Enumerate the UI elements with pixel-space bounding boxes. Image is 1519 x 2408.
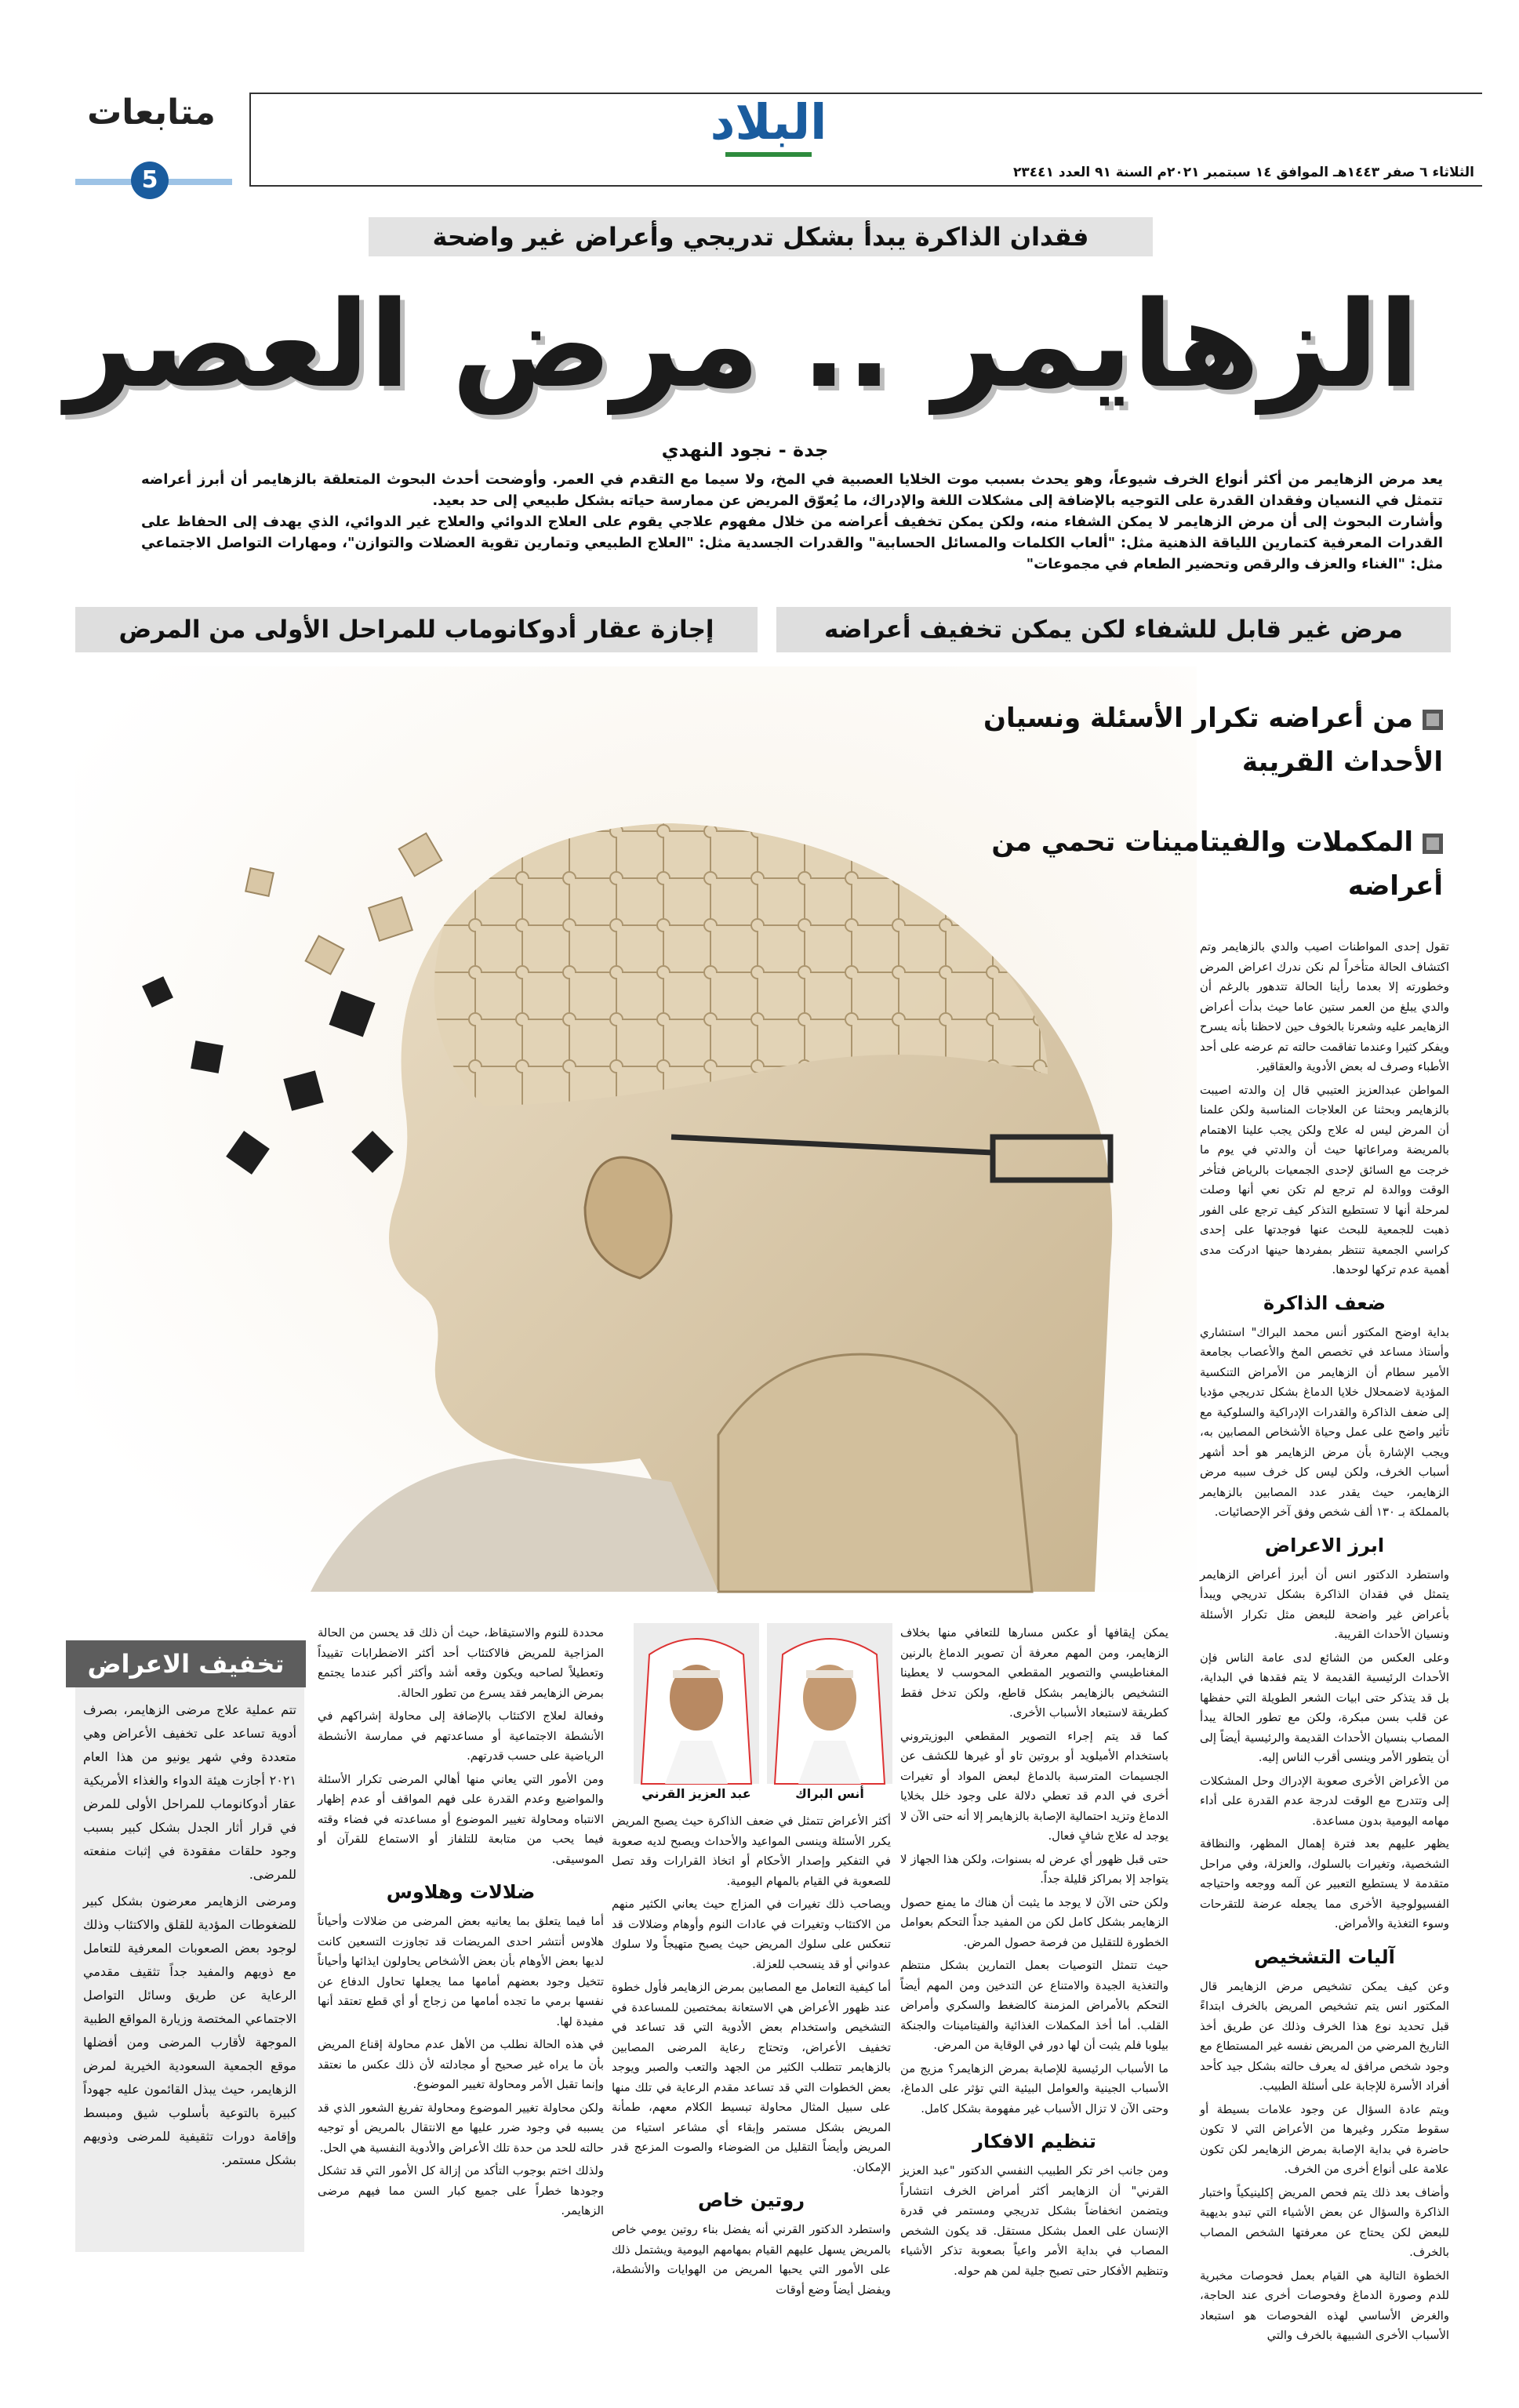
sidebar-text: تتم عملية علاج مرضى الزهايمر، بصرف أدوية تساعد على تخفيف الأعراض وهي متعددة وفي شهر يونيو من هذا العام ٢٠٢١ أجازت هيئة الدواء والغذاء الأمريكية عقار أدوكانوماب للمراحل الأولى للمرض في قرار أثار الجدل بشكل كبير بسبب وجود حلقات مفقودة في إثبات منفعته للمرضى. ومرضى الزهايمر معرضون بشكل كبير للضغوطات المؤدية للقلق والاكتئاب وذلك لوجود بعض الصعوبات المعرفية للتعامل مع ذويهم والمفيد جداً تثقيف مقدمي الرعاية عن طريق وسائل التواصل الاجتماعي المختصة وزيارة المواقع الطبية الموجهة لأقارب المرضى ومن أفضلها موقع الجمعية السعودية الخيرية لمرض الزهايمر، حيث يبذل القائمون عليه جهوداً كبيرة بالتوعية بأسلوب شيق ومبسط وإقامة دورات تثقيفية للمرضى وذويهم بشكل مستمر. bbox=[83, 1702, 296, 2167]
sidebar-box bbox=[75, 1687, 304, 2252]
section-title: متابعات bbox=[87, 93, 216, 133]
column-heading: ضعف الذاكرة bbox=[1263, 1291, 1386, 1314]
sidebar-title: تخفيف الاعراض bbox=[66, 1640, 306, 1687]
logo-underline bbox=[725, 152, 812, 157]
header-bottom-rule bbox=[251, 185, 1482, 187]
portrait-icon bbox=[634, 1623, 759, 1784]
column-heading: تنظيم الافكار bbox=[972, 2130, 1096, 2152]
intro-paragraph: يعد مرض الزهايمر من أكثر أنواع الخرف شيوعاً، وهو يحدث بسبب موت الخلايا العصبية في المخ، ولا سيما مع التقدم في العمر. وأوضحت أحدث البحوث المتعلقة بالزهايمر أن أبرز أعراضه تتمثل في النسيان وفقدان القدرة على التوجيه بالإضافة إلى مشكلات اللغة والإدراك، ما يُعوّق المريض عن ممارسة حياته بشكل طبيعي إلى حد بعيد. bbox=[141, 471, 1443, 509]
article-column-1: تقول إحدى المواطنات اصيب والدي بالزهايمر وتم اكتشاف الحالة متأخراً لم نكن ندرك اعراض المرض وخطورته إلا بعدما رأينا الحالة تتدهور بالرغم أن والدي يبلغ من العمر ستين عاما حيث بدأت أعراض الزهايمر عليه وشعرنا بالخوف حين لاحظنا بأنه يسرح ويفكر كثيرا وعندما تفاقمت حالته تم عرضه على أحد الأطباء وصرف له بعض الأدوية والعقاقير. المواطن عبدالعزيز العتيبي قال إن والدته اصيبت بالزهايمر وبحثنا عن العلاجات المناسبة ولكن علمنا أن المرض ليس له علاج ولكن يجب علينا الاهتمام بالمريضة ومراعاتها حيث أن والدتي في يوم ما خرجت مع السائق لإحدى الجمعيات بالرياض فتأخر الوقت ووالدة لم ترجع لم تكن نعي أنها وصلت لمرحلة أنها لا تستطيع التذكر كيف ترجع على الفور ذهبت للجمعية للبحث عنها فوجدتها على إحدى كراسي الجمعية تنتظر بمفردها حينها ادركت مدى أهمية عدم تركها لوحدها. ضعف الذاكرة بداية اوضح المكتور أنس محمد البراك" استشاري وأستاذ مساعد في تخصص المخ والأعصاب بجامعة الأمير سطام أن الزهايمر من الأمراض التنكسية المؤدية لاضمحلال خلايا الدماغ بشكل تدريجي مؤديا إلى ضعف الذاكرة والقدرات الإدراكية والسلوكية مع تأثير واضح على عمل وحياة الأشخاص المصابين به، ويجب الإشارة بأن مرض الزهايمر هو أحد أشهر أسباب الخرف، ولكن ليس كل خرف سببه مرض الزهايمر، حيث يقدر عدد المصابين بالزهايمر بالمملكة بـ ١٣٠ ألف شخص وفق آخر الإحصائيات. ابرز الاعراض واستطرد الدكتور انس أن أبرز أعراض الزهايمر يتمثل في فقدان الذاكرة بشكل تدريجي ويبدأ بأعراض غير واضحة للبعض مثل تكرار الأسئلة ونسيان الأحداث القريبة. وعلى العكس من الشائع لدى عامة الناس فإن الأحداث الرئيسية القديمة لا يتم فقدها في البداية، بل قد يتذكر حتى ابيات الشعر الطويلة التي حفظها عن قلب بسن مبكرة، ولكن مع تطور الحالة يبدأ المصاب بنسيان الأحداث القديمة والرئيسية أيضاً إلى أن يتطور الأمر وينسى أقرب الناس إليه. من الأعراض الأخرى صعوبة الإدراك وحل المشكلات إلى وتتدرج مع الوقت لدرجة عدم القدرة على أداء مهامه اليومية بدون مساعدة. يظهر عليهم بعد فترة إهمال المظهر، والنظافة الشخصية، وتغيرات بالسلوك، والعزلة، وفي مراحل متقدمة لا يستطيع التعبير عن آلمه ووجعه واحتياجه الفسيولوجية الأخرى مما يجعله عرضة للتقرحات وسوء التغذية والأمراض. آليات التشخيص وعن كيف يمكن تشخيص مرض الزهايمر قال المكتور انس يتم تشخيص المريض بالخرف ابتداءً قبل تحديد نوع هذا الخرف وذلك عن طريق أخذ التاريخ المرضي من المريض نفسه غير المستطاع مع وجود شخص مرافق له يعرف حالته بشكل جيد كأحد أفراد الأسرة للإجابة على أسئلة الطبيب. ويتم عادة السؤال عن وجود علامات بسيطة أو سقوط متكرر وغيرها من الأعراض التي لا تكون حاضرة في بداية الإصابة بمرض الزهايمر لكن تكون علامة على أنواع أخرى من الخرف. وأضاف بعد ذلك يتم فحص المريض إكلينيكياً واختبار الذاكرة والسؤال عن بعض الأشياء التي تبدو بديهية للبعض لكن يحتاج عن معرفتها الشخص المصاب بالخرف. الخطوة التالية هي القيام بعمل فحوصات مخبرية للدم وصورة الدماغ وفحوصات أخرى عند الحاجة، والغرض الأساسي لهذه الفحوصات هو استبعاد الأسباب الأخرى الشبيهة بالخرف والتي bbox=[1200, 940, 1449, 2342]
column-heading: ضلالات وهلاوس bbox=[386, 1881, 536, 1903]
photo-anas-albarrak bbox=[767, 1623, 892, 1784]
column-heading: ابرز الاعراض bbox=[1264, 1534, 1385, 1556]
header-top-rule bbox=[251, 93, 1482, 94]
column-heading: روتين خاص bbox=[697, 2189, 805, 2211]
intro-paragraph: وأشارت البحوث إلى أن مرض الزهايمر لا يمكن الشفاء منه، ولكن يمكن تخفيف أعراضه من خلال مفهوم علاجي يقوم على العلاج الدوائي والعلاج غير الدوائي، الذي يهدف إلى الحفاظ على القدرات المعرفية كتمارين اللياقة الذهنية مثل: "ألعاب الكلمات والمسائل الحسابية" والقدرات الجسدية مثل: "العلاج الطبيعي وتمارين تقوية العضلات والتوازن"، ومهارات التواصل الاجتماعي مثل: "الغناء والعزف والرقص وتحضير الطعام في مجموعات" bbox=[141, 514, 1443, 572]
photo-abdulaziz-alqarni bbox=[634, 1623, 759, 1784]
article-column-4: محددة للنوم والاستيقاظ، حيث أن ذلك قد يحسن من الحالة المزاجية للمريض فالاكتئاب أحد أكثر الاضطرابات تقييداً وتعطيلاً لصاحبه ويكون وقعه أشد وأكثر أكبر عندما يجتمع بمرض الزهايمر فقد يسرع من تطور الحالة. وفعالة لعلاج الاكتئاب بالإضافة إلى محاولة إشراكهم في الأنشطة الاجتماعية أو مساعدتهم في ممارسة الأنشطة الرياضية على حسب قدرتهم. ومن الأمور التي يعاني منها أهالي المرضى تكرار الأسئلة والمواضيع وعدم القدرة على فهم المواقف أو عدم إظهار الانتباه ومحاولة تغيير الموضوع أو مساعدته في فضاء وقته فيما يحب من متابعة للتلفاز أو الاستماع للقرآن أو الموسيقى. ضلالات وهلاوس أما فيما يتعلق بما يعانيه بعض المرضى من ضلالات وأحياناً هلاوس أنتشر احدى المريضات قد تجاوزت التسعين كانت لديها بعض الأوهام بأن بعض الأشخاص يحاولون ايذائها وأحياناً تتخيل وجود بعضهم أمامها مما يجعلها تحاول الدفاع عن نفسها برمي ما تجده أمامها من زجاج أو أي قطع تعتقد أنها مفيدة لها. في هذه الحالة نطلب من الأهل عدم محاولة إقناع المريض بأن ما يراه غير صحيح أو مجادلته لأن ذلك عكس ما نعتقد وإنما تقبل الأمر ومحاولة تغيير الموضوع. ولكن محاولة تغيير الموضوع ومحاولة تفريغ الشعور الذي قد يسببه في وجود ضرر عليها مع الانتقال بالمريض أو توجيه حالته للحد من حدة تلك الأعراض والأدوية النفسية هي الحل. ولذلك اختم بوجوب التأكد من إزالة كل الأمور التي قد تشكل وجودها خطراً على جميع كبار السن مما فيهم مرضى الزهايمر. bbox=[318, 1626, 604, 2217]
logo-text: البلاد bbox=[710, 93, 827, 151]
column-heading: آليات التشخيص bbox=[1254, 1945, 1395, 1968]
header-divider bbox=[249, 93, 251, 187]
kicker-bar: فقدان الذاكرة يبدأ بشكل تدريجي وأعراض غير واضحة bbox=[369, 217, 1153, 256]
square-bullet-icon bbox=[1423, 710, 1443, 730]
dateline: الثلاثاء ٦ صفر ١٤٤٣هـ الموافق ١٤ سبتمبر ٢٠٢١م السنة ٩١ العدد ٢٣٤٤١ bbox=[1013, 165, 1474, 180]
article-column-3: أكثر الأعراض تتمثل في ضعف الذاكرة حيث يصبح المريض يكرر الأسئلة وينسى المواعيد والأحداث ويصبح لديه صعوبة في التفكير وإصدار الأحكام أو اتخاذ القرارات وقد تصل للصعوبة في القيام بالمهام اليومية. ويصاحب ذلك تغيرات في المزاج حيث يعاني الكثير منهم من الاكتئاب وتغيرات في عادات النوم وأوهام وضلالات قد تنعكس على سلوك المريض حيث يصبح متهيجاً ولا سلوك عدواني أو قد ينسحب للعزلة. أما كيفية التعامل مع المصابين بمرض الزهايمر فأول خطوة عند ظهور الأعراض هي الاستعانة بمختصين للمساعدة في التشخيص واستخدام بعض الأدوية التي قد تساعد في تخفيف الأعراض، وتحتاج رعاية المرضى المصابين بالزهايمر تتطلب الكثير من الجهد والتعب والصبر ويوجد بعض الخطوات التي قد تساعد مقدم الرعاية في تلك منها على سبيل المثال محاولة تبسيط الكلام معهم، طمأنة المريض بشكل مستمر وإبقاء أي مشاعر استياء من المريض وأيضاً التقليل من الضوضاء والصوت المزعج قدر الإمكان. روتين خاص واستطرد الدكتور القرني أنه يفضل بناء روتين يومي خاص بالمريض يسهل عليهم القيام بمهامهم اليومية ويشتمل ذلك على الأمور التي يحبها المريض من الهوايات والأنشطة، ويفضل أيضاً وضع أوقات bbox=[612, 1814, 891, 2297]
newspaper-logo bbox=[706, 93, 831, 163]
subhead-bar-right: مرض غير قابل للشفاء لكن يمكن تخفيف أعراضه bbox=[776, 607, 1451, 652]
subhead-symptoms: من أعراضه تكرار الأسئلة ونسيان الأحداث القريبة bbox=[983, 703, 1443, 778]
page-number-badge bbox=[131, 162, 169, 199]
caption-abdulaziz: عبد العزيز القرني bbox=[641, 1786, 751, 1801]
subhead-bar-left: إجازة عقار أدوكانوماب للمراحل الأولى من المرض bbox=[75, 607, 758, 652]
caption-anas: أنس البراك bbox=[795, 1786, 864, 1801]
subhead-supplements: المكملات والفيتامينات تحمي من أعراضه bbox=[991, 826, 1443, 902]
byline: جدة - نجود النهدي bbox=[661, 439, 829, 461]
article-column-2: يمكن إيقافها أو عكس مسارها للتعافي منها بخلاف الزهايمر، ومن المهم معرفة أن تصوير الدماغ بالرنين المغناطيسي والتصوير المقطعي المحوسب لا يعطينا التشخيص بالزهايمر بشكل قاطع، ولكن تدخل فقط كطريقة لاستبعاد الأسباب الأخرى. كما قد يتم إجراء التصوير المقطعي البوزيتروني باستخدام الأميلويد أو بروتين تاو أو غيرها للكشف عن الجسيمات المترسبة بالدماغ لبعض المواد أو تغيرات أخرى في الدم قد تعطي دلالة على وجود خلل بخلايا الدماغ وتزيد احتمالية الإصابة بالزهايمر إلا أنه حتى الآن لا يوجد له علاج شافٍ فعال. حتى قبل ظهور أي عرض له بسنوات، ولكن هذا الجهاز لا يتواجد إلا بمراكز قليلة جداً. ولكن حتى الآن لا يوجد ما يثبت أن هناك ما يمنع حصول الزهايمر بشكل كامل لكن من المفيد جداً التحكم بعوامل الخطورة للتقليل من فرصة حصول المرض. حيث تتمثل التوصيات بعمل التمارين بشكل منتظم والتغذية الجيدة والامتناع عن التدخين ومن المهم أيضاً التحكم بالأمراض المزمنة كالضغط والسكري وأمراض القلب. أما أخذ المكملات الغذائية والفيتامينات والجنكة بيلوبا فلم يثبت أن لها دور في الوقاية من المرض. ما الأسباب الرئيسية للإصابة بمرض الزهايمر؟ مزيج من الأسباب الجينية والعوامل البيئية التي تؤثر على الدماغ، وحتى الآن لا تزال الأسباب غير مفهومة بشكل كامل. تنظيم الافكار ومن جانب اخر تكر الطبيب النفسي الدكتور "عبد العزيز القرني" أن الزهايمر أكثر أمراض الخرف انتشاراً ويتضمن انخفاضاً بشكل تدريجي ومستمر في قدرة الإنسان على العمل بشكل مستقل. قد يكون الشخص المصاب في بداية الأمر واعياً بصعوبة تذكر الأشياء وتنظيم الأفكار حتى تصبح جلية لمن هم حوله. bbox=[900, 1626, 1168, 2278]
square-bullet-icon bbox=[1423, 834, 1443, 854]
alzheimer-illustration bbox=[75, 666, 1197, 1592]
headline: الزهايمر .. مرض العصر bbox=[65, 275, 1419, 414]
illustration-svg bbox=[75, 666, 1197, 1592]
portrait-icon bbox=[767, 1623, 892, 1784]
page-number: 5 bbox=[141, 166, 158, 194]
intro-text bbox=[141, 469, 1443, 598]
